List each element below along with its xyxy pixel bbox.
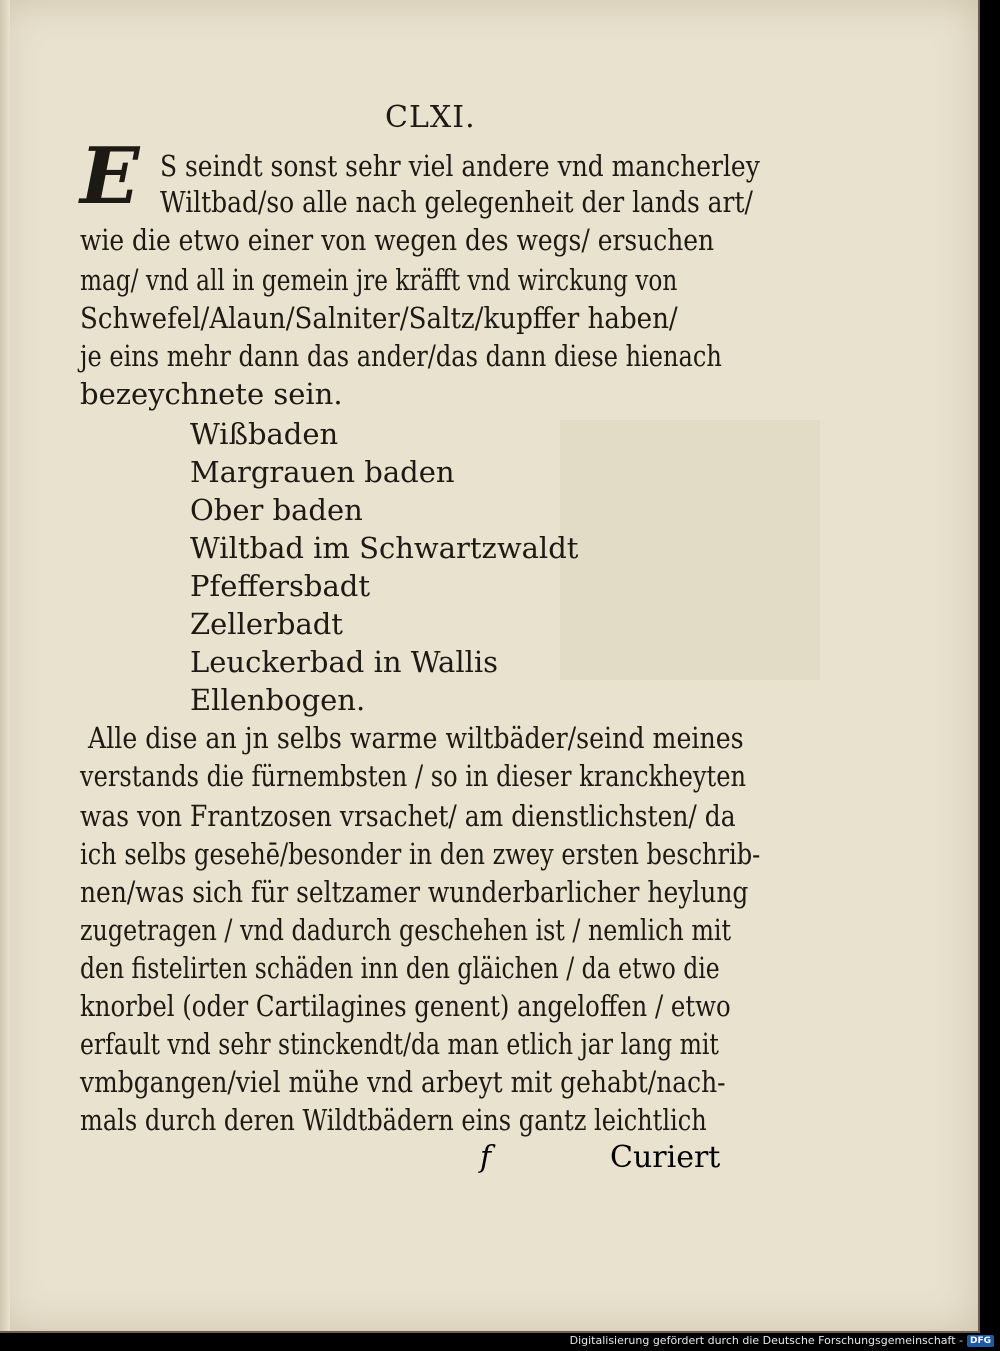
text-line: mag/ vnd all in gemein jre kräfft vnd wirckung von [80, 263, 678, 297]
list-item: Margrauen baden [190, 455, 455, 489]
text-line: zugetragen / vnd dadurch geschehen ist / nemlich mit [80, 913, 732, 947]
catchword: Curiert [610, 1140, 721, 1175]
list-item: Ober baden [190, 493, 363, 527]
text-line: je eins mehr dann das ander/das dann diese hienach [80, 339, 722, 373]
text-line: bezeychnete sein. [80, 377, 343, 411]
dfg-logo: DFG [967, 1335, 994, 1347]
folio-number: CLXI. [385, 100, 476, 135]
list-item: Pfeffersbadt [190, 569, 370, 603]
list-item: Ellenbogen. [190, 683, 366, 717]
list-item: Wiltbad im Schwartzwaldt [190, 531, 579, 565]
text-line: Alle dise an jn selbs warme wiltbäder/seind meines [88, 721, 744, 755]
text-line: nen/was sich für seltzamer wunderbarlicher heylung [80, 875, 749, 909]
list-item: Leuckerbad in Wallis [190, 645, 499, 679]
show-through-stain [560, 420, 820, 680]
signature-mark: f [480, 1140, 492, 1175]
text-line: vmbgangen/viel mühe vnd arbeyt mit gehabt/nach- [80, 1065, 726, 1099]
text-line: erfault vnd sehr stinckendt/da man etlich jar lang mit [80, 1027, 719, 1061]
text-line: wie die etwo einer von wegen des wegs/ ersuchen [80, 223, 715, 257]
text-line: knorbel (oder Cartilagines genent) angeloffen / etwo [80, 989, 731, 1023]
drop-capital: E [80, 131, 140, 222]
text-line: mals durch deren Wildtbädern eins gantz leichtlich [80, 1103, 707, 1137]
text-line: Schwefel/Alaun/Salniter/Saltz/kupffer haben/ [80, 301, 678, 335]
list-item: Wißbaden [190, 417, 339, 451]
digitization-credit [570, 1334, 994, 1347]
credit-text: Digitalisierung gefördert durch die Deutsche Forschungsgemeinschaft - [569, 1334, 963, 1347]
text-line: S seindt sonst sehr viel andere vnd mancherley [160, 149, 760, 183]
text-line: ich selbs gesehē/besonder in den zwey ersten beschrib- [80, 837, 761, 871]
text-line: Wiltbad/so alle nach gelegenheit der lands art/ [160, 185, 753, 219]
text-line: den fistelirten schäden inn den gläichen / da etwo die [80, 951, 720, 985]
list-item: Zellerbadt [190, 607, 343, 641]
text-line: was von Frantzosen vrsachet/ am dienstlichsten/ da [80, 799, 736, 833]
page-gutter-shadow [0, 0, 10, 1331]
text-line: verstands die fürnembsten / so in dieser kranckheyten [80, 759, 746, 793]
